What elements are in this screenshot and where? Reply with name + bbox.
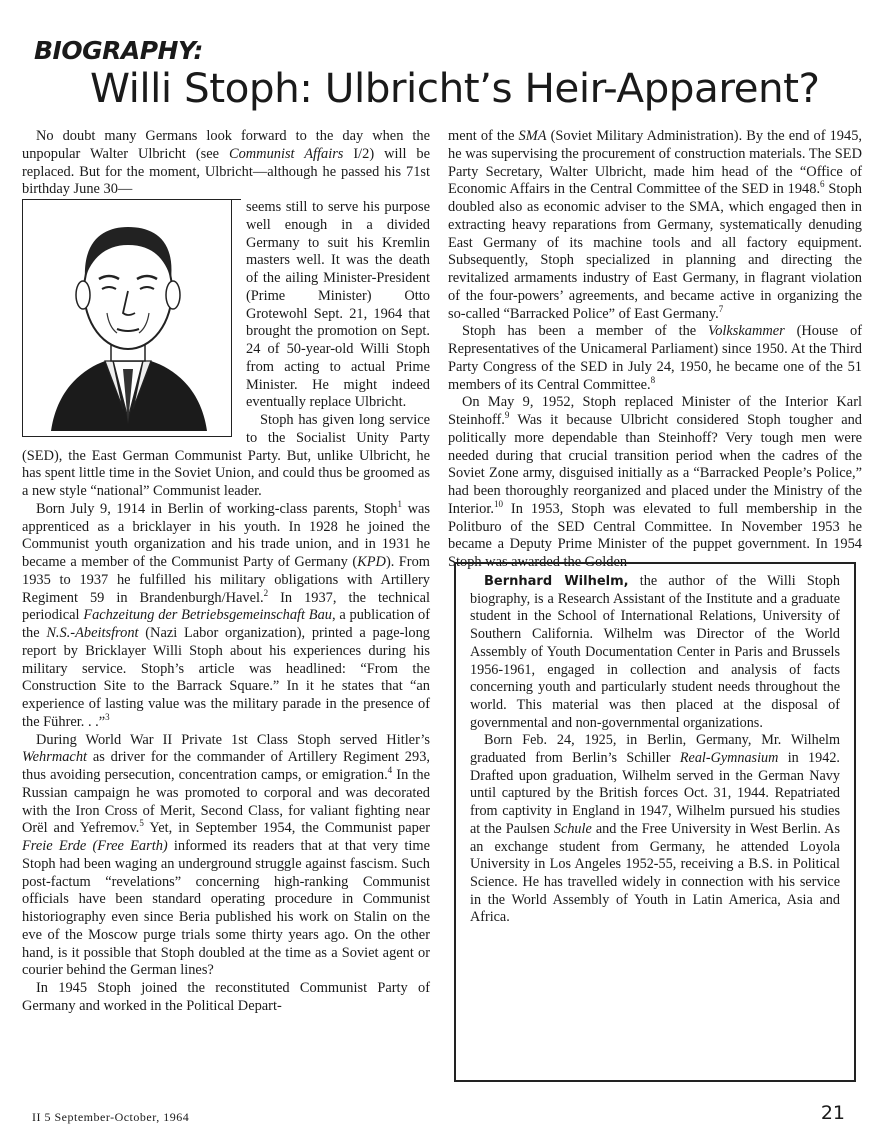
issue-footer: II 5 September-October, 1964 (32, 1110, 190, 1124)
paragraph-intro: No doubt many Germans look forward to the day when the unpopular Walter Ulbricht (see Communist Affairs I/2) will be replaced. But for the moment, Ulbricht—although he passed his 71st birthday June 30— seems still to serve his purpose well enough in a divided Germany to suit his Kremlin masters well. It was the death of the ailing Minister-President (Prime Minister) Otto Grotewohl Sept. 21, 1964 that brought the promotion on Sept. 24 of 50-year-old Willi Stoph from acting to actual Prime Minister. He might indeed eventually replace Ulbricht. (22, 128, 430, 412)
author-bio-box (454, 562, 856, 1082)
section-kicker: BIOGRAPHY: (34, 36, 203, 65)
paragraph-service: Stoph has given long service to the Socialist Unity Party (SED), the East German Communist Party. But, unlike Ulbricht, he has spent little time in the Soviet Union, and could thus be groomed as a new style “national” Communist leader. (22, 412, 430, 499)
paragraph-interior-minister: On May 9, 1952, Stoph replaced Minister of the Interior Karl Steinhoff.$^9$ Was it because Ulbricht considered Stoph tougher and politically more dependable than Steinhoff? Very tough men were needed during that crucial transition period when the cadres of the Soviet Zone army, disguised initially as a “Barracked People’s Police,” had been thoroughly reorganized and placed under the Ministry of the Interior.$^{10}$ In 1953, Stoph was elevated to full membership in the Politburo of the SED Central Committee. In November 1953 he became a Deputy Prime Minister of the puppet government. In 1954 Stoph was awarded the Golden (448, 394, 862, 570)
bio-paragraph-2: Born Feb. 24, 1925, in Berlin, Germany, Mr. Wilhelm graduated from Berlin’s Schiller Real-Gymnasium in 1942. Drafted upon graduation, Wilhelm served in the German Navy until captured by the British forces Oct. 31, 1944. Repatriated from captivity in England in 1947, Wilhelm pursued his studies at the Paulsen Schule and the Free University in West Berlin. As an exchange student from Germany, he attended Loyola University in Los Angeles 1952-55, receiving a B.S. in Political Science. He has travelled widely in connection with his service in the World Assembly of Youth in Latin America, Asia and Africa. (470, 732, 840, 926)
paragraph-early-life: Born July 9, 1914 in Berlin of working-class parents, Stoph$^1$ was apprenticed as a bricklayer in his youth. In 1928 he joined the Communist youth organization and his trade union, and in 1931 he became a member of the Communist Party of Germany (KPD). From 1935 to 1937 he fulfilled his military obligations with Artillery Regiment 59 in Brandenburgh/Havel.$^2$ In 1937, the technical periodical Fachzeitung der Betriebsgemeinschaft Bau, a publication of the N.S.-Abeitsfront (Nazi Labor organization), printed a page-long report by Bricklayer Willi Stoph about his experiences during his military service. Stoph’s article was headlined: “From the Construction Site to the Barrack Square.” In it he states that “an experience of lasting value was the military parade in the presence of the Führer. . .”$^3$ (22, 498, 431, 730)
article-headline: Willi Stoph: Ulbricht’s Heir-Apparent? (90, 64, 820, 112)
paragraph-volkskammer: Stoph has been a member of the Volkskammer (House of Representatives of the Unicameral Parliament) since 1950. At the Third Party Congress of the SED in July 24, 1950, he became one of the 51 members of its Central Committee.$^8$ (448, 323, 862, 393)
portrait-figure (22, 199, 232, 437)
right-column (448, 128, 862, 572)
left-column (22, 128, 430, 1016)
willi-stoph-portrait-icon (43, 209, 213, 431)
author-name: Bernhard Wilhelm, (484, 574, 629, 589)
page-number: 21 (820, 1102, 845, 1124)
bio-paragraph-1: Bernhard Wilhelm, the author of the Willi Stoph biography, is a Research Assistant of the Institute and a graduate student in the School of International Relations, University of Southern California. Wilhelm was Director of the World Assembly of Youth Documentation Center in Paris and Brussels 1956-1961, engaged in collection and analysis of facts concerning youth and particularly student needs throughout the world. This material was then placed at the disposal of governmental and non-governmental organizations. (470, 573, 840, 731)
paragraph-1945: In 1945 Stoph joined the reconstituted Communist Party of Germany and worked in the Political Depart- (22, 980, 430, 1014)
paragraph-wwii: During World War II Private 1st Class Stoph served Hitler’s Wehrmacht as driver for the commander of Artillery Regiment 293, thus avoiding persecution, concentration camps, or emigration.$^4$ In the Russian campaign he was promoted to corporal and was decorated with the Iron Cross of Merit, Second Class, for valiant fighting near Orël and Yefremov.$^5$ Yet, in September 1954, the Communist paper Freie Erde (Free Earth) informed its readers that at that very time Stoph had been waging an underground struggle against fascism. Such post-factum “revelations” concerning high-ranking Communist officials have been standard operating procedure in Communist historiography even since Beria published his work on Stalin on the eve of the Moscow purge trials some thirty years ago. On the other hand, is it possible that Stoph doubled at the time as a Soviet agent or courier behind the German lines? (22, 731, 431, 979)
paragraph-sma: ment of the SMA (Soviet Military Administration). By the end of 1945, he was supervising the procurement of construction materials. The SED Party Secretary, Walter Ulbricht, made him head of the “Office of Economic Affairs in the Central Committee of the SED in 1948.$^6$ Stoph doubled also as economic adviser to the SMA, which engaged then in extracting heavy reparations from Germany, systematically denuding East Germany of its machine tools and all factory equipment. Subsequently, Stoph specialized in planning and directing the revitalized armaments industry of East Germany, in flagrant violation of the four-powers’ agreements, and became active in organizing the so-called “Barracked Police” of East Germany.$^7$ (448, 128, 862, 322)
